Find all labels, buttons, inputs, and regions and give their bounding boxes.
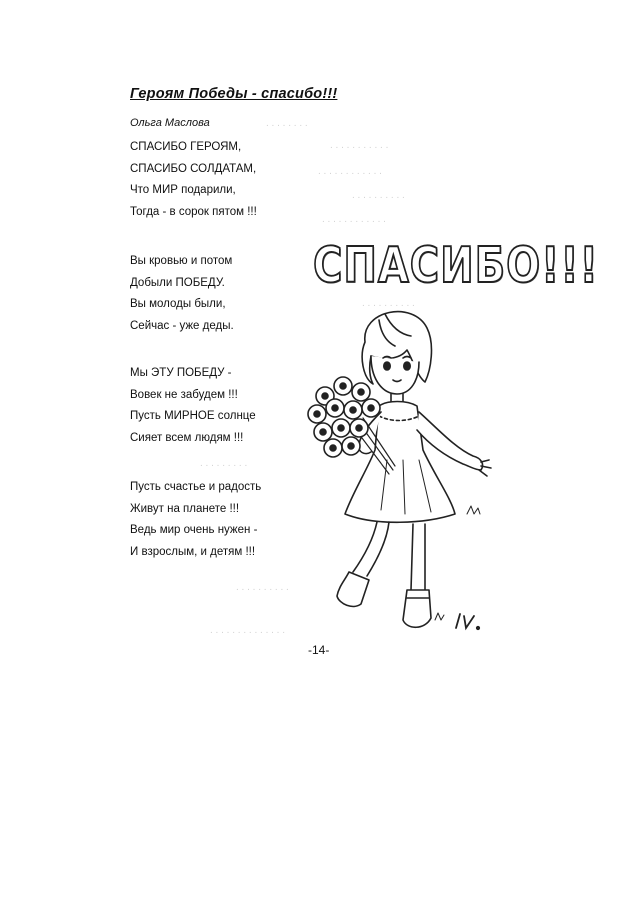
page-number: -14- — [308, 643, 330, 657]
poem-line: Ведь мир очень нужен - — [130, 524, 258, 536]
poem-line: Что МИР подарили, — [130, 184, 236, 196]
poem-line: Тогда - в сорок пятом !!! — [130, 205, 257, 218]
poem-line: Сияет всем людям !!! — [130, 431, 244, 444]
poem-line: Добыли ПОБЕДУ. — [130, 276, 225, 289]
poem-line: СПАСИБО СОЛДАТАМ, — [130, 162, 257, 175]
poem-line: Вовек не забудем !!! — [130, 388, 238, 401]
artist-signature — [452, 610, 482, 632]
poem-line: СПАСИБО ГЕРОЯМ, — [130, 141, 242, 153]
thank-you-headline: СПАСИБО!!! — [313, 238, 599, 295]
poem-line: Пусть счастье и радость — [130, 481, 262, 493]
poem-line: Живут на планете !!! — [130, 502, 240, 515]
stanza-4 — [130, 477, 261, 563]
stanza-1 — [130, 137, 257, 223]
poem-line: Вы кровью и потом — [130, 255, 233, 267]
poem-author: Ольга Маслова — [130, 117, 210, 129]
poem-line: Вы молоды были, — [130, 298, 226, 310]
stanza-2 — [130, 251, 234, 337]
stanza-3 — [130, 363, 256, 449]
poem-line: Пусть МИРНОЕ солнце — [130, 410, 256, 422]
document-page: . . . . . . . . . . . . . . . . . . . . . . . . . . . . . . . . . . . . . . . . . . . . . . . . . . . . . . . . . . . . . . . . . . . . . . . . . . . . . . . . . . . . . . . . . . . . . . . . Героям Победы - спасибо!!! Ольга Маслова СПАСИБО ГЕРОЯМ, СПАСИБО СОЛДАТАМ, Что МИР подарили, Тогда - в сорок пятом !!! Вы кровью и потом Добыли ПОБЕДУ. Вы молоды были, Сейчас - уже деды. Мы ЭТУ ПОБЕДУ - Вовек не забудем !!! Пусть МИРНОЕ солнце Сияет всем людям !!! Пусть счастье и радость Живут на планете !!! Ведь мир очень нужен - И взрослым, и детям !!! СПАСИБО!!! -14- — [130, 86, 599, 657]
poem-line: И взрослым, и детям !!! — [130, 545, 256, 558]
poem-line: Сейчас - уже деды. — [130, 319, 234, 332]
poem-title: Героям Победы - спасибо!!! — [130, 86, 338, 102]
poem-line: Мы ЭТУ ПОБЕДУ - — [130, 367, 232, 379]
girl-with-bouquet-illustration — [295, 300, 510, 645]
